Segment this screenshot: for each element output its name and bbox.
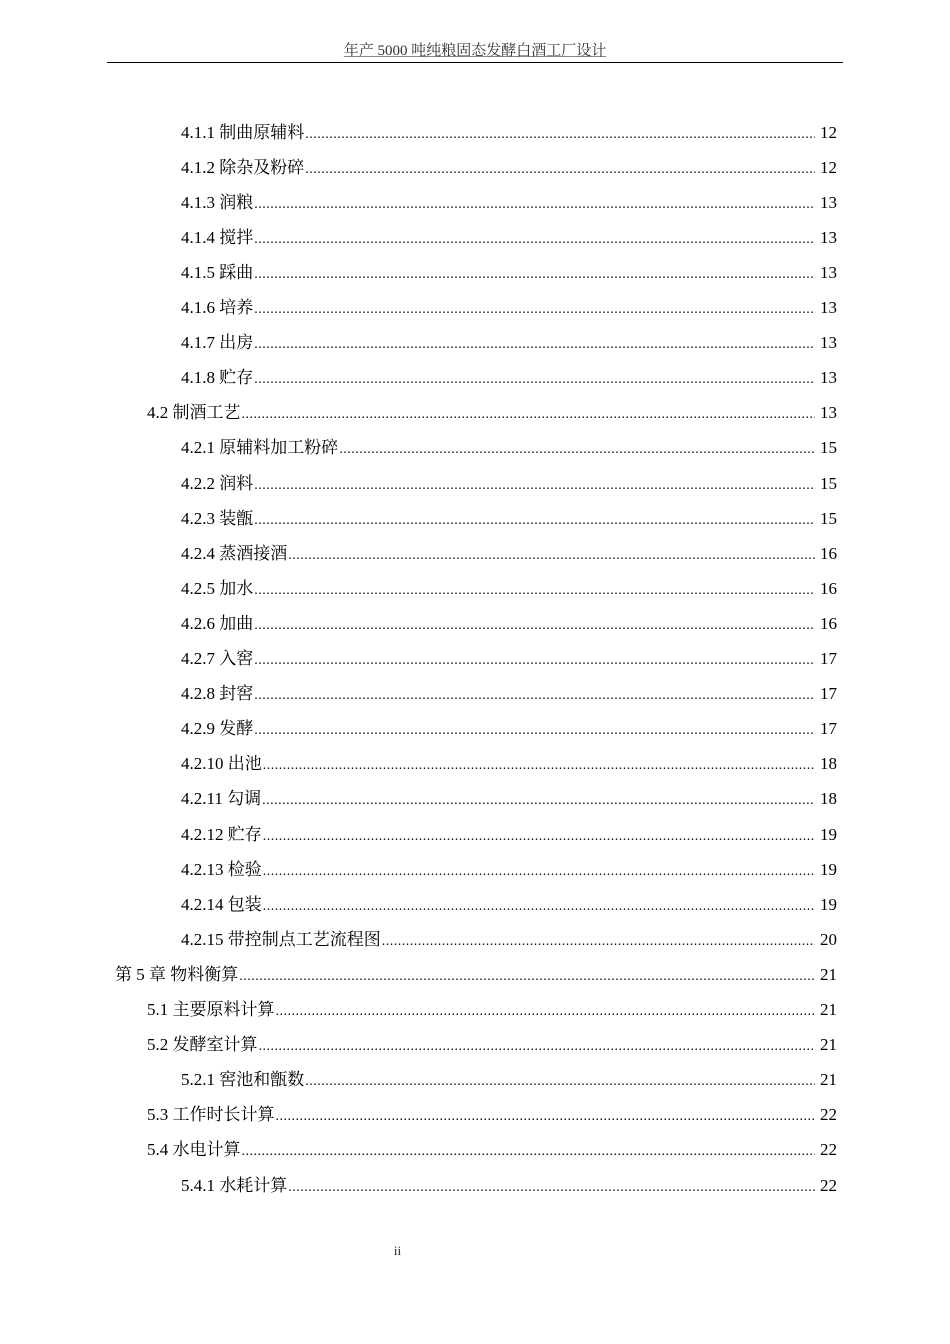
toc-entry-page: 13 — [820, 403, 837, 423]
toc-entry[interactable] — [181, 326, 837, 361]
toc-entry-page: 18 — [820, 789, 837, 809]
dot-leader — [254, 509, 815, 529]
dot-leader — [263, 754, 815, 774]
toc-entry[interactable] — [181, 501, 837, 536]
dot-leader — [382, 930, 815, 950]
dot-leader — [288, 1176, 815, 1196]
toc-entry[interactable] — [181, 782, 837, 817]
toc-entry-title: 4.1.5 踩曲 — [181, 262, 254, 282]
toc-entry-page: 16 — [820, 613, 837, 633]
document-title: 年产 5000 吨纯粮固态发酵白酒工厂设计 — [343, 43, 607, 59]
dot-leader — [254, 228, 815, 248]
toc-entry-page: 17 — [820, 649, 837, 668]
toc-entry-title: 4.1.7 出房 — [181, 333, 254, 353]
toc-entry-page: 19 — [820, 824, 837, 844]
toc-entry-title: 4.2.15 带控制点工艺流程图 — [181, 929, 381, 949]
page-number: ii — [393, 1243, 402, 1258]
toc-entry-title: 4.2.11 勾调 — [181, 789, 262, 809]
toc-entry[interactable] — [181, 185, 837, 220]
toc-entry-title: 4.1.4 搅拌 — [181, 227, 254, 247]
toc-entry-title: 5.2 发酵室计算 — [147, 1035, 258, 1055]
toc-entry-title: 4.2.6 加曲 — [181, 613, 254, 633]
dot-leader — [263, 860, 815, 880]
toc-entry[interactable] — [181, 817, 837, 852]
toc-entry[interactable] — [147, 1133, 837, 1168]
toc-entry[interactable] — [181, 1168, 837, 1203]
toc-entry-title: 4.2.2 润料 — [181, 473, 254, 493]
toc-entry[interactable] — [181, 536, 837, 571]
toc-entry-title: 4.2.4 蒸酒接酒 — [181, 543, 288, 563]
toc-entry-page: 17 — [820, 719, 837, 739]
toc-entry-page: 22 — [820, 1175, 837, 1195]
toc-entry[interactable] — [181, 431, 837, 466]
dot-leader — [239, 965, 815, 985]
toc-entry-page: 17 — [820, 684, 837, 704]
toc-entry-page: 22 — [820, 1140, 837, 1160]
dot-leader — [263, 895, 815, 915]
toc-entry-title: 4.2.9 发酵 — [181, 719, 254, 739]
dot-leader — [242, 403, 816, 423]
toc-entry-title: 5.2.1 窖池和甑数 — [181, 1070, 305, 1090]
toc-entry-page: 12 — [820, 122, 837, 142]
dot-leader — [254, 193, 815, 213]
toc-entry[interactable] — [181, 150, 837, 185]
dot-leader — [305, 123, 815, 143]
dot-leader — [262, 789, 815, 809]
toc-entry[interactable] — [181, 255, 837, 290]
toc-entry[interactable] — [181, 466, 837, 501]
dot-leader — [254, 263, 815, 283]
toc-entry[interactable] — [181, 922, 837, 957]
dot-leader — [254, 298, 815, 318]
toc-entry-title: 5.4.1 水耗计算 — [181, 1175, 288, 1195]
toc-entry-title: 4.2.10 出池 — [181, 754, 262, 774]
toc-entry-page: 19 — [820, 859, 837, 879]
toc-entry[interactable] — [181, 291, 837, 326]
toc-entry-page: 15 — [820, 508, 837, 528]
toc-entry[interactable] — [181, 642, 837, 677]
toc-entry-title: 4.2.3 装甑 — [181, 508, 254, 528]
dot-leader — [339, 438, 815, 458]
dot-leader — [288, 544, 815, 564]
dot-leader — [254, 649, 815, 669]
toc-entry-page: 13 — [820, 298, 837, 317]
toc-entry[interactable] — [181, 747, 837, 782]
toc-entry[interactable] — [147, 1098, 837, 1133]
toc-entry[interactable] — [181, 606, 837, 641]
toc-entry[interactable] — [181, 887, 837, 922]
dot-leader — [254, 684, 815, 704]
toc-entry[interactable] — [181, 115, 837, 150]
toc-entry-title: 5.1 主要原料计算 — [147, 1000, 275, 1019]
dot-leader — [276, 1000, 816, 1020]
toc-entry-title: 4.2.8 封窖 — [181, 684, 254, 704]
toc-entry-title: 4.2.5 加水 — [181, 578, 254, 598]
toc-entry-page: 21 — [820, 1070, 837, 1090]
toc-entry-page: 15 — [820, 438, 837, 458]
dot-leader — [254, 368, 815, 388]
dot-leader — [276, 1105, 816, 1125]
toc-entry[interactable] — [181, 220, 837, 255]
toc-entry-title: 4.2.1 原辅料加工粉碎 — [181, 438, 339, 458]
toc-entry-title: 4.1.6 培养 — [181, 298, 254, 317]
toc-entry[interactable] — [181, 361, 837, 396]
toc-entry[interactable] — [115, 957, 837, 992]
toc-entry-page: 21 — [820, 964, 837, 984]
dot-leader — [259, 1035, 816, 1055]
toc-entry-title: 4.1.8 贮存 — [181, 368, 254, 388]
dot-leader — [242, 1140, 816, 1160]
toc-entry-title: 4.2.12 贮存 — [181, 824, 262, 844]
toc-entry-title: 第 5 章 物料衡算 — [115, 964, 239, 984]
page-header — [107, 40, 843, 63]
dot-leader — [254, 614, 815, 634]
toc-entry[interactable] — [181, 571, 837, 606]
dot-leader — [263, 825, 815, 845]
dot-leader — [254, 333, 815, 353]
toc-entry-title: 5.3 工作时长计算 — [147, 1105, 275, 1125]
dot-leader — [254, 579, 815, 599]
toc-entry-page: 20 — [820, 929, 837, 949]
toc-entry-page: 13 — [820, 333, 837, 353]
toc-entry[interactable] — [147, 1028, 837, 1063]
toc-entry-page: 13 — [820, 262, 837, 282]
toc-entry-title: 4.1.1 制曲原辅料 — [181, 122, 305, 142]
toc-entry-title: 4.2 制酒工艺 — [147, 403, 241, 423]
toc-entry-title: 4.2.14 包装 — [181, 894, 262, 914]
toc-entry-page: 13 — [820, 192, 837, 212]
toc-entry-page: 22 — [820, 1105, 837, 1125]
toc-entry[interactable] — [181, 852, 837, 887]
dot-leader — [254, 474, 815, 494]
toc-entry[interactable] — [147, 396, 837, 431]
toc-entry[interactable] — [181, 677, 837, 712]
toc-entry-page: 16 — [820, 578, 837, 598]
toc-entry-page: 13 — [820, 227, 837, 247]
toc-entry-page: 21 — [820, 1000, 837, 1019]
toc-entry-page: 16 — [820, 543, 837, 563]
toc-entry-page: 13 — [820, 368, 837, 388]
toc-entry-page: 18 — [820, 754, 837, 774]
toc-entry-title: 4.2.7 入窖 — [181, 649, 254, 668]
toc-entry-title: 4.2.13 检验 — [181, 859, 262, 879]
toc-entry-title: 5.4 水电计算 — [147, 1140, 241, 1160]
dot-leader — [305, 1070, 815, 1090]
toc-entry[interactable] — [147, 993, 837, 1028]
toc-entry-page: 15 — [820, 473, 837, 493]
toc-entry-page: 12 — [820, 157, 837, 177]
toc-entry-page: 19 — [820, 894, 837, 914]
toc-entry[interactable] — [181, 712, 837, 747]
toc-entry-title: 4.1.2 除杂及粉碎 — [181, 157, 305, 177]
toc-entry-title: 4.1.3 润粮 — [181, 192, 254, 212]
dot-leader — [254, 719, 815, 739]
toc-entry-page: 21 — [820, 1035, 837, 1055]
dot-leader — [305, 158, 815, 178]
toc-entry[interactable] — [181, 1063, 837, 1098]
